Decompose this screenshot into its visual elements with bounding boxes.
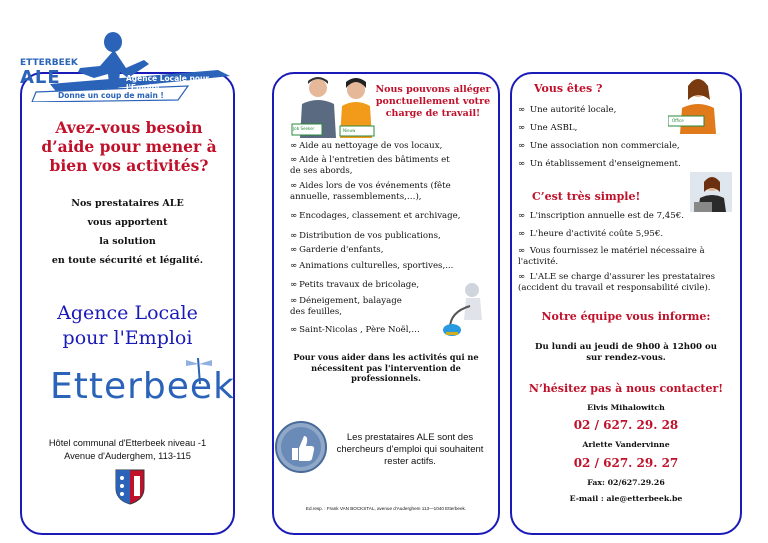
simple-item: ∞ Vous fournissez le matériel nécessaire à l'activité.	[518, 246, 705, 267]
who-item: ∞ Une association non commerciale,	[518, 141, 680, 151]
service-item: ∞ Petits travaux de bricolage,	[290, 280, 420, 290]
intro-line: en toute sécurité et légalité.	[51, 255, 204, 266]
intro-line: vous apportent	[87, 217, 168, 228]
bullet-icon: ∞	[290, 296, 298, 306]
who-title: Vous êtes ?	[534, 82, 603, 95]
left-headline: Avez-vous besoin d’aide pour mener à bien vos activités?	[41, 118, 217, 175]
contact1-phone[interactable]: 02 / 627. 29. 28	[573, 418, 679, 432]
bullet-icon: ∞	[290, 280, 298, 290]
email-address[interactable]: E-mail : ale@etterbeek.be	[569, 494, 683, 503]
bullet-icon: ∞	[290, 245, 298, 255]
agency-name-line2: pour l'Emploi	[62, 327, 193, 349]
simple-item: ∞ L'ALE se charge d'assurer les prestataires (accident du travail et responsabilité civile).	[518, 272, 715, 293]
service-item: ∞ Aides lors de vos événements (fête annuelle, rassemblements,…),	[290, 181, 451, 202]
thumbs-up-icon	[274, 420, 328, 474]
simple-item: ∞ L'heure d'activité coûte 5,95€.	[518, 229, 664, 239]
agency-name-line1: Agence Locale	[57, 302, 198, 324]
new-sign: Nieuw	[343, 128, 356, 133]
bullet-icon: ∞	[518, 123, 526, 133]
etterbeek-logo	[50, 356, 235, 416]
intro-line: la solution	[99, 236, 156, 247]
bullet-icon: ∞	[290, 325, 298, 335]
logo-tagline: Agence Locale pour l'Emploi	[126, 74, 210, 92]
logo-slogan: Donne un coup de main !	[58, 91, 164, 100]
bullet-icon: ∞	[290, 155, 298, 165]
service-item: ∞ Encodages, classement et archivage,	[290, 211, 461, 221]
woman-laptop-icon	[690, 172, 732, 212]
bullet-icon: ∞	[290, 261, 298, 271]
middle-headline-line: charge de travail!	[385, 108, 481, 119]
who-item: ∞ Un établissement d'enseignement.	[518, 159, 681, 169]
contact1-name: Elvis Mihalowitch	[587, 403, 665, 412]
service-item: ∞ Aide à l'entretien des bâtiments et de ses abords,	[290, 155, 450, 176]
service-item: ∞ Aide au nettoyage de vos locaux,	[290, 141, 443, 151]
simple-title: C’est très simple!	[532, 190, 641, 203]
service-item: ∞ Garderie d'enfants,	[290, 245, 384, 255]
intro-line: Nos prestataires ALE	[71, 198, 184, 209]
middle-headline-line: Nous pouvons alléger	[375, 84, 491, 95]
simple-item: ∞ L'inscription annuelle est de 7,45€.	[518, 211, 684, 221]
prestataires-bubble: Les prestataires ALE sont des chercheurs d’emploi qui souhaitent rester actifs.	[336, 432, 484, 467]
bullet-icon: ∞	[518, 105, 526, 115]
contact2-phone[interactable]: 02 / 627. 29. 27	[573, 456, 679, 470]
publisher-footer: Ed.resp. : Frank VAN BOCKSTAL, avenue d'Auderghem 113—1040 Etterbeek.	[305, 506, 467, 511]
service-item: ∞ Saint-Nicolas , Père Noël,…	[290, 325, 420, 335]
office-hours: Du lundi au jeudi de 9h00 à 12h00 ou sur rendez-vous.	[535, 342, 717, 363]
left-panel	[20, 72, 235, 535]
service-item: ∞ Distribution de vos publications,	[290, 231, 441, 241]
service-item: ∞ Déneigement, balayage des feuilles,	[290, 296, 402, 317]
bullet-icon: ∞	[518, 229, 526, 239]
office-sign: Office	[672, 118, 684, 123]
etterbeek-wordmark: Etterbeek	[50, 366, 235, 407]
right-panel	[510, 72, 742, 535]
bullet-icon: ∞	[518, 141, 526, 151]
team-title: Notre équipe vous informe:	[541, 310, 711, 323]
middle-panel	[272, 72, 500, 535]
bullet-icon: ∞	[518, 159, 526, 169]
service-item: ∞ Animations culturelles, sportives,...	[290, 261, 454, 271]
fax-number: Fax: 02/627.29.26	[587, 478, 665, 487]
middle-note: Pour vous aider dans les activités qui ne nécessitent pas l'intervention de professionnels.	[293, 352, 479, 383]
middle-headline-line: ponctuellement votre	[375, 96, 491, 107]
bullet-icon: ∞	[290, 211, 298, 221]
logo-line1: ETTERBEEK	[20, 58, 78, 68]
bullet-icon: ∞	[518, 272, 526, 282]
address-line2: Avenue d'Auderghem, 113-115	[64, 451, 191, 461]
contact-title: N’hésitez pas à nous contacter!	[528, 382, 724, 395]
bullet-icon: ∞	[290, 181, 298, 191]
bullet-icon: ∞	[518, 211, 526, 221]
ale-logo	[18, 20, 233, 102]
logo-line2: ALE	[20, 67, 61, 88]
address-line1: Hôtel communal d'Etterbeek niveau -1	[48, 438, 207, 448]
contact2-name: Arlette Vandervinne	[582, 440, 670, 449]
who-item: ∞ Une ASBL,	[518, 123, 578, 133]
bullet-icon: ∞	[290, 231, 298, 241]
bullet-icon: ∞	[518, 246, 526, 256]
vacuum-cleaner-icon	[440, 282, 490, 338]
who-item: ∞ Une autorité locale,	[518, 105, 617, 115]
job-seeker-sign: Job Seeker	[293, 126, 315, 131]
coat-of-arms-icon	[114, 468, 146, 506]
bullet-icon: ∞	[290, 141, 298, 151]
